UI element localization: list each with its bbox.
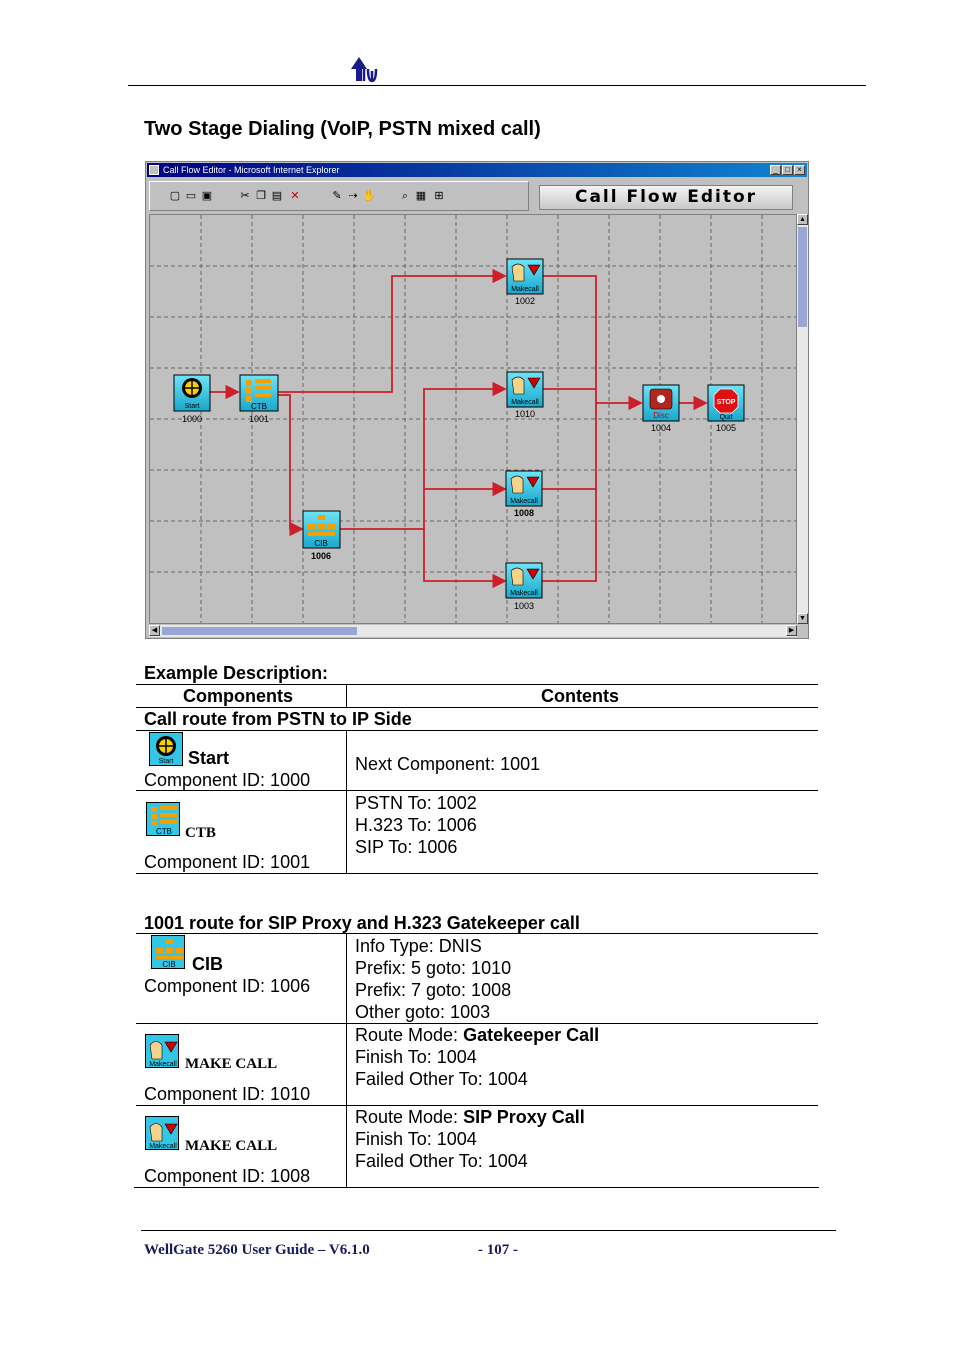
open-icon[interactable]: ▭ [185, 190, 197, 202]
makecall-1008-component-icon [145, 1116, 179, 1150]
flow-diagram [150, 215, 796, 623]
start-component-icon [149, 732, 183, 766]
horizontal-scroll-thumb[interactable] [162, 627, 357, 635]
connector-ctb-1002 [278, 276, 505, 392]
maximize-button[interactable]: □ [782, 165, 793, 175]
makecall-1008-failed-other: Failed Other To: 1004 [355, 1151, 528, 1171]
window-titlebar [147, 163, 807, 177]
tree-icon[interactable]: ⊞ [434, 190, 444, 202]
close-button[interactable]: × [794, 165, 805, 175]
makecall-1008-finish-to: Finish To: 1004 [355, 1129, 477, 1149]
makecall-icon-label: Makecall [149, 1143, 177, 1150]
makecall-1008-name: MAKE CALL [185, 1138, 278, 1154]
connector-1008-disc [542, 403, 596, 489]
makecall-1010-route-mode [355, 1024, 599, 1046]
node-makecall-1002[interactable] [507, 259, 543, 306]
link-icon[interactable]: ⇢ [348, 190, 358, 202]
node-makecall-1008-label: Makecall [510, 498, 538, 505]
node-start-label: Start [184, 403, 200, 410]
window-title: Call Flow Editor - Microsoft Internet Explorer [163, 165, 340, 175]
page-title: Two Stage Dialing (VoIP, PSTN mixed call) [144, 118, 541, 140]
ie-icon [149, 165, 159, 175]
new-icon[interactable]: ▢ [169, 190, 181, 202]
call-flow-window [145, 161, 809, 639]
start-next-component: Next Component: 1001 [355, 754, 541, 774]
diagram-canvas[interactable] [149, 214, 797, 624]
editor-toolbar [149, 181, 529, 211]
connector-1003-disc [542, 489, 596, 581]
connectors [210, 276, 706, 581]
node-cib[interactable] [303, 511, 340, 561]
cib-other-goto: Other goto: 1003 [355, 1002, 491, 1022]
connector-cib-1003 [424, 529, 505, 581]
node-makecall-1010-label: Makecall [511, 399, 539, 406]
node-makecall-1008-caption: 1008 [513, 508, 535, 518]
table1-head-components: Components [183, 686, 293, 706]
call-flow-editor-banner: Call Flow Editor [539, 185, 793, 210]
cib-component-icon [151, 935, 185, 969]
cib-component-name: CIB [192, 954, 223, 974]
start-icon-label: Start [158, 758, 174, 765]
makecall-1008-component-id: Component ID: 1008 [144, 1166, 311, 1186]
node-ctb-label: CTB [251, 402, 267, 411]
node-makecall-1003[interactable] [506, 563, 542, 611]
cib-component-id: Component ID: 1006 [144, 976, 311, 996]
horizontal-scrollbar[interactable] [149, 625, 797, 637]
route-mode-value: Gatekeeper Call [463, 1025, 600, 1045]
node-disc[interactable] [643, 385, 679, 433]
pen-icon[interactable]: ✎ [332, 190, 342, 202]
makecall-1010-name: MAKE CALL [185, 1056, 278, 1072]
node-makecall-1002-label: Makecall [511, 286, 539, 293]
connector-1002-disc [542, 276, 641, 403]
cib-icon [152, 936, 186, 970]
node-makecall-1010-caption: 1010 [514, 409, 536, 419]
node-quit-label: Quit [719, 414, 733, 421]
cut-icon[interactable]: ✂ [240, 190, 250, 202]
stop-sign-text: STOP [716, 399, 736, 406]
zoom-icon[interactable]: ⌕ [401, 190, 409, 202]
minimize-button[interactable]: _ [770, 165, 781, 175]
ctb-h323-to: H.323 To: 1006 [355, 815, 477, 835]
scroll-down-button[interactable]: ▼ [797, 613, 808, 624]
node-makecall-1003-label: Makecall [510, 590, 538, 597]
logo-icon [349, 55, 379, 83]
table1-rule [346, 684, 347, 707]
makecall-icon [146, 1117, 180, 1151]
vertical-scroll-thumb[interactable] [798, 227, 807, 327]
table1-rule [136, 730, 818, 731]
cib-info-type: Info Type: DNIS [355, 936, 482, 956]
copy-icon[interactable]: ❐ [256, 190, 266, 202]
node-ctb-caption: 1001 [248, 414, 270, 424]
hand-icon[interactable]: ✋ [362, 190, 376, 202]
makecall-1010-failed-other: Failed Other To: 1004 [355, 1069, 528, 1089]
node-cib-label: CIB [314, 539, 328, 548]
ctb-icon-label: CTB [156, 827, 172, 836]
node-disc-label: Disc [653, 411, 669, 420]
node-start-caption: 1000 [181, 414, 203, 424]
ctb-component-icon [146, 802, 180, 836]
ctb-sip-to: SIP To: 1006 [355, 837, 458, 857]
node-makecall-1010[interactable] [507, 372, 543, 419]
node-start[interactable] [174, 375, 210, 424]
footer-rule [141, 1230, 836, 1231]
ctb-component-name: CTB [185, 825, 216, 841]
node-makecall-1002-caption: 1002 [514, 296, 536, 306]
makecall-1010-component-id: Component ID: 1010 [144, 1084, 311, 1104]
cib-icon-label: CIB [162, 960, 176, 969]
footer-guide-title: WellGate 5260 User Guide – V6.1.0 [144, 1242, 370, 1258]
ctb-icon [147, 803, 181, 837]
connector-ctb-cib [278, 395, 302, 529]
cib-prefix-7: Prefix: 7 goto: 1008 [355, 980, 512, 1000]
example-description-heading: Example Description: [144, 663, 329, 683]
node-ctb[interactable] [240, 375, 278, 424]
delete-icon[interactable]: ✕ [290, 190, 300, 202]
table1-rule [136, 790, 818, 791]
start-component-id: Component ID: 1000 [144, 770, 311, 790]
footer-page-number: - 107 - [478, 1242, 518, 1258]
table2-rule [134, 1187, 819, 1188]
table1-rule [136, 873, 818, 874]
grid-icon[interactable]: ▦ [415, 190, 427, 202]
node-disc-caption: 1004 [650, 423, 672, 433]
scroll-up-button[interactable]: ▲ [797, 214, 808, 225]
route-mode-prefix: Route Mode: [355, 1107, 464, 1127]
node-makecall-1003-caption: 1003 [513, 601, 535, 611]
scroll-left-button[interactable]: ◀ [149, 625, 160, 636]
header-logo [349, 55, 379, 83]
route-mode-value: SIP Proxy Call [463, 1107, 585, 1127]
makecall-icon-label: Makecall [149, 1061, 177, 1068]
makecall-1008-route-mode [355, 1106, 585, 1128]
route-mode-prefix: Route Mode: [355, 1025, 464, 1045]
connector-cib-1010 [340, 389, 505, 529]
header-rule [128, 85, 866, 86]
paste-icon[interactable]: ▤ [271, 190, 283, 202]
table2-rule [346, 933, 347, 1188]
start-component-name: Start [188, 748, 230, 768]
cib-prefix-5: Prefix: 5 goto: 1010 [355, 958, 512, 978]
table1-section-title: Call route from PSTN to IP Side [144, 709, 412, 729]
makecall-1010-finish-to: Finish To: 1004 [355, 1047, 477, 1067]
makecall-icon [146, 1035, 180, 1069]
table1-head-contents: Contents [541, 686, 619, 706]
table1-rule [346, 730, 347, 873]
node-cib-caption: 1006 [310, 551, 332, 561]
node-quit[interactable] [708, 385, 744, 433]
node-quit-caption: 1005 [715, 423, 737, 433]
table2-section-title: 1001 route for SIP Proxy and H.323 Gatekeeper call [144, 913, 580, 933]
save-icon[interactable]: ▣ [201, 190, 213, 202]
node-makecall-1008[interactable] [506, 471, 542, 518]
start-icon [150, 733, 182, 765]
makecall-1010-component-icon [145, 1034, 179, 1068]
ctb-pstn-to: PSTN To: 1002 [355, 793, 477, 813]
vertical-scrollbar[interactable] [797, 214, 808, 624]
scroll-right-button[interactable]: ▶ [786, 625, 797, 636]
ctb-component-id: Component ID: 1001 [144, 852, 311, 872]
table2-rule [136, 933, 818, 934]
